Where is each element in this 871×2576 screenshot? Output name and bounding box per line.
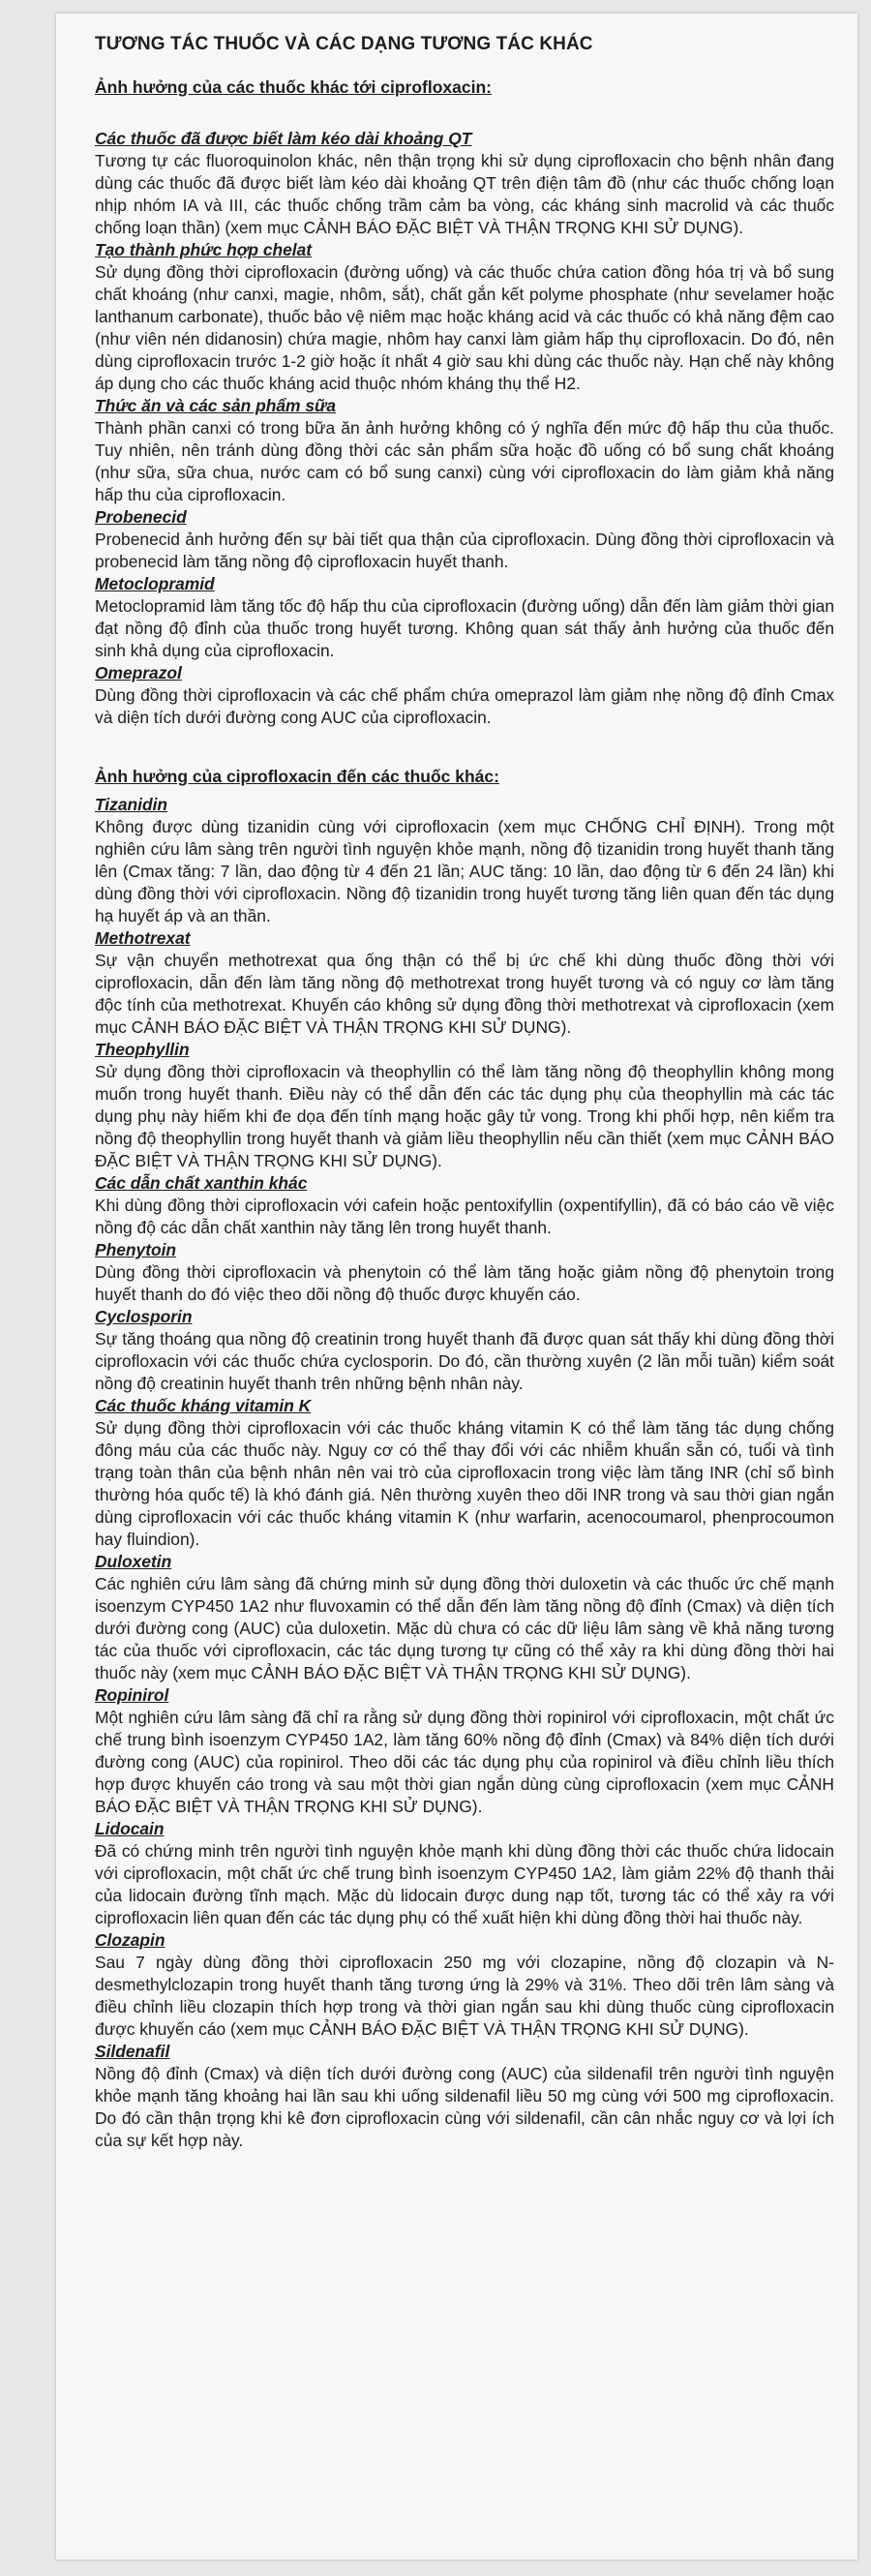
document-title: TƯƠNG TÁC THUỐC VÀ CÁC DẠNG TƯƠNG TÁC KHÁC [95,34,593,54]
interaction-text: Thành phần canxi có trong bữa ăn ảnh hưởng không có ý nghĩa đến mức độ hấp thu của thuốc. Tuy nhiên, nên tránh dùng đồng thời các sản phẩm sữa hoặc đồ uống có bổ sung chất khoáng (như sữa, sữa chua, nước cam có bổ sung canxi) cùng với ciprofloxacin do làm giảm khả năng hấp thu của ciprofloxacin. [95,418,834,504]
interaction-block [95,1039,834,1172]
interaction-subheading: Omeprazol [95,663,182,682]
interaction-subheading: Các thuốc đã được biết làm kéo dài khoảng QT [95,129,472,148]
interaction-block [95,662,834,729]
interaction-subheading: Sildenafil [95,2042,170,2061]
interaction-subheading: Metoclopramid [95,574,215,593]
interaction-subheading: Methotrexat [95,928,191,948]
interaction-text: Các nghiên cứu lâm sàng đã chứng minh sử dụng đồng thời duloxetin và các thuốc ức chế mạnh isoenzym CYP450 1A2 như fluvoxamin có thể dẫn đến làm tăng nồng độ đỉnh (Cmax) và diện tích dưới đường cong (AUC) của duloxetin. Mặc dù chưa có các dữ liệu lâm sàng về khả năng tương tác của thuốc với ciprofloxacin, các tác dụng tương tự cũng có thể xảy ra khi dùng đồng thời hai thuốc này (xem mục CẢNH BÁO ĐẶC BIỆT VÀ THẬN TRỌNG KHI SỬ DỤNG). [95,1574,834,1682]
document-page [56,14,857,2560]
sections-container [95,76,834,2152]
interaction-block [95,1172,834,1239]
interaction-block [95,506,834,573]
interaction-text: Tương tự các fluoroquinolon khác, nên thận trọng khi sử dụng ciprofloxacin cho bệnh nhân đang dùng các thuốc đã được biết làm kéo dài khoảng QT trên điện tâm đồ (như các thuốc chống loạn nhịp nhóm IA và III, các thuốc chống trầm cảm ba vòng, các kháng sinh macrolid và các thuốc chống loạn thần) (xem mục CẢNH BÁO ĐẶC BIỆT VÀ THẬN TRỌNG KHI SỬ DỤNG). [95,151,834,237]
interaction-text: Đã có chứng minh trên người tình nguyện khỏe mạnh khi dùng đồng thời các thuốc chứa lidocain với ciprofloxacin, một chất ức chế trung bình isoenzym CYP450 1A2, làm giảm 22% độ thanh thải của lidocain đường tĩnh mạch. Mặc dù lidocain được dung nạp tốt, tương tác có thể xảy ra với ciprofloxacin liên quan đến các tác dụng phụ có thể xuất hiện khi dùng đồng thời hai thuốc này. [95,1841,834,1927]
interaction-subheading: Theophyllin [95,1040,190,1059]
interaction-subheading: Probenecid [95,507,187,527]
interaction-text: Nồng độ đỉnh (Cmax) và diện tích dưới đường cong (AUC) của sildenafil trên người tình nguyện khỏe mạnh tăng khoảng hai lần sau khi uống sildenafil liều 50 mg cùng với 500 mg ciprofloxacin. Do đó cần thận trọng khi kê đơn ciprofloxacin cùng với sildenafil, cần cân nhắc nguy cơ và lợi ích của sự kết hợp này. [95,2064,834,2150]
interaction-text: Sự vận chuyển methotrexat qua ống thận có thể bị ức chế khi dùng thuốc đồng thời với ciprofloxacin, dẫn đến làm tăng nồng độ methotrexat trong huyết tương và có nguy cơ làm tăng độc tính của methotrexat. Khuyến cáo không sử dụng đồng thời methotrexat và ciprofloxacin (xem mục CẢNH BÁO ĐẶC BIỆT VÀ THẬN TRỌNG KHI SỬ DỤNG). [95,951,834,1037]
interaction-block [95,1551,834,1684]
interaction-block [95,927,834,1039]
section-heading: Ảnh hưởng của ciprofloxacin đến các thuốc khác: [95,767,499,786]
interaction-text: Probenecid ảnh hưởng đến sự bài tiết qua thận của ciprofloxacin. Dùng đồng thời ciprofloxacin và probenecid làm tăng nồng độ ciprofloxacin huyết thanh. [95,530,834,571]
interaction-block [95,2041,834,2152]
document-content [56,14,857,2152]
interaction-subheading: Duloxetin [95,1552,172,1571]
interaction-text: Sử dụng đồng thời ciprofloxacin và theophyllin có thể làm tăng nồng độ theophyllin không mong muốn trong huyết thanh. Điều này có thể dẫn đến các tác dụng phụ của theophyllin mà các tác dụng phụ này hiếm khi đe dọa đến tính mạng hoặc gây tử vong. Trong khi phối hợp, nên kiểm tra nồng độ theophyllin trong huyết thanh và giảm liều theophyllin nếu cần thiết (xem mục CẢNH BÁO ĐẶC BIỆT VÀ THẬN TRỌNG KHI SỬ DỤNG). [95,1062,834,1170]
interaction-text: Sự tăng thoáng qua nồng độ creatinin trong huyết thanh đã được quan sát thấy khi dùng đồng thời ciprofloxacin với các thuốc chứa cyclosporin. Do đó, cần thường xuyên (2 lần mỗi tuần) kiểm soát nồng độ creatinin huyết thanh trên những bệnh nhân này. [95,1329,834,1393]
interaction-block [95,1929,834,2041]
interaction-subheading: Tizanidin [95,795,168,814]
interaction-block [95,794,834,927]
interaction-text: Khi dùng đồng thời ciprofloxacin với cafein hoặc pentoxifyllin (oxpentifyllin), đã có báo cáo về việc nồng độ các dẫn chất xanthin này tăng lên trong huyết thanh. [95,1196,834,1237]
interaction-subheading: Tạo thành phức hợp chelat [95,240,313,259]
interaction-text: Sử dụng đồng thời ciprofloxacin với các thuốc kháng vitamin K có thể làm tăng tác dụng chống đông máu của các thuốc này. Nguy cơ có thể thay đổi với các nhiễm khuẩn sẵn có, tuổi và tình trạng toàn thân của bệnh nhân nên vai trò của ciprofloxacin trong việc làm tăng INR (chỉ số bình thường hóa quốc tế) là khó đánh giá. Nên thường xuyên theo dõi INR trong và sau thời gian ngắn dùng ciprofloxacin với các thuốc kháng vitamin K (như warfarin, acenocoumarol, phenprocoumon hay fluindion). [95,1418,834,1549]
interaction-text: Metoclopramid làm tăng tốc độ hấp thu của ciprofloxacin (đường uống) dẫn đến làm giảm thời gian đạt nồng độ đỉnh của thuốc trong huyết tương. Không quan sát thấy ảnh hưởng của thuốc đến sinh khả dụng của ciprofloxacin. [95,596,834,660]
interaction-block [95,573,834,662]
interaction-block [95,1306,834,1395]
interaction-text: Sử dụng đồng thời ciprofloxacin (đường uống) và các thuốc chứa cation đồng hóa trị và bổ sung chất khoáng (như canxi, magie, nhôm, sắt), chất gắn kết polyme phosphate (như sevelamer hoặc lanthanum carbonate), thuốc bảo vệ niêm mạc hoặc kháng acid và các thuốc có khả năng đệm cao (như viên nén didanosin) chứa magie, nhôm hay canxi làm giảm hấp thụ ciprofloxacin. Do đó, nên dùng ciprofloxacin trước 1-2 giờ hoặc ít nhất 4 giờ sau khi dùng các thuốc này. Hạn chế này không áp dụng cho các thuốc kháng acid thuộc nhóm kháng thụ thể H2. [95,262,834,393]
interaction-block [95,1818,834,1929]
interaction-text: Không được dùng tizanidin cùng với ciprofloxacin (xem mục CHỐNG CHỈ ĐỊNH). Trong một nghiên cứu lâm sàng trên người tình nguyện khỏe mạnh, nồng độ tizanidin trong huyết thanh tăng lên (Cmax tăng: 7 lần, dao động từ 4 đến 21 lần; AUC tăng: 10 lần, dao động từ 6 đến 24 lần) khi dùng đồng thời với ciprofloxacin. Nồng độ tizanidin trong huyết tương tăng liên quan đến tác dụng hạ huyết áp và an thần. [95,817,834,925]
interaction-subheading: Phenytoin [95,1240,177,1259]
interaction-block [95,128,834,239]
interaction-text: Sau 7 ngày dùng đồng thời ciprofloxacin 250 mg với clozapine, nồng độ clozapin và N-desmethylclozapin trong huyết thanh tăng tương ứng là 29% và 31%. Theo dõi trên lâm sàng và điều chỉnh liều clozapin thích hợp trong và thời gian ngắn sau khi dùng thuốc cùng ciprofloxacin được khuyến cáo (xem mục CẢNH BÁO ĐẶC BIỆT VÀ THẬN TRỌNG KHI SỬ DỤNG). [95,1953,834,2039]
interaction-subheading: Ropinirol [95,1685,169,1705]
interaction-subheading: Lidocain [95,1819,165,1838]
interaction-text: Dùng đồng thời ciprofloxacin và phenytoin có thể làm tăng hoặc giảm nồng độ phenytoin trong huyết thanh do đó việc theo dõi nồng độ thuốc được khuyến cáo. [95,1262,834,1304]
section-heading: Ảnh hưởng của các thuốc khác tới ciprofloxacin: [95,77,492,97]
interaction-text: Một nghiên cứu lâm sàng đã chỉ ra rằng sử dụng đồng thời ropinirol với ciprofloxacin, một chất ức chế trung bình isoenzym CYP450 1A2, làm tăng 60% nồng độ đỉnh (Cmax) và 84% diện tích dưới đường cong (AUC) của ropinirol. Theo dõi các tác dụng phụ của ropinirol và điều chỉnh liều thích hợp được khuyến cáo trong và sau một thời gian ngắn dùng cùng ciprofloxacin (xem mục CẢNH BÁO ĐẶC BIỆT VÀ THẬN TRỌNG KHI SỬ DỤNG). [95,1708,834,1816]
interaction-text: Dùng đồng thời ciprofloxacin và các chế phẩm chứa omeprazol làm giảm nhẹ nồng độ đỉnh Cmax và diện tích dưới đường cong AUC của ciprofloxacin. [95,685,834,727]
interaction-subheading: Clozapin [95,1930,165,1950]
interaction-block [95,1684,834,1818]
interaction-subheading: Các dẫn chất xanthin khác [95,1173,308,1193]
interaction-block [95,395,834,506]
interaction-subheading: Cyclosporin [95,1307,193,1326]
interaction-subheading: Các thuốc kháng vitamin K [95,1396,312,1415]
interaction-block [95,1239,834,1306]
interaction-block [95,239,834,395]
interaction-block [95,1395,834,1551]
interaction-subheading: Thức ăn và các sản phẩm sữa [95,396,337,415]
